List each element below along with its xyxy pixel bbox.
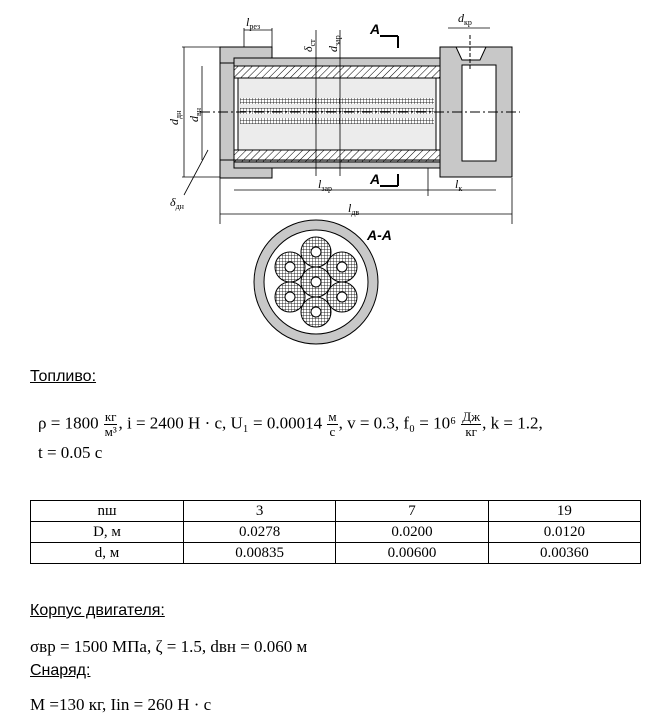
table-cell: 0.00360 [488,543,640,564]
table-cell: 3 [184,501,336,522]
table-cell: 0.0200 [336,522,488,543]
body-params-line: σвр = 1500 МПа, ζ = 1.5, dвн = 0.060 м [30,637,308,656]
cross-section-view [254,220,378,344]
label-d-dn [167,110,183,125]
table-row-label: d, м [31,543,184,564]
engine-drawing [0,0,666,360]
label-l-k: $l_к$ [455,177,463,193]
body-heading: Корпус двигателя: [30,602,165,619]
table-row-label: D, м [31,522,184,543]
label-d-vn [187,107,203,122]
label-l-dv: $l_{дв}$ [348,201,360,217]
label-l-rez: $l_{рез}$ [246,15,261,31]
svg-text:dвн: $d_{вн}$ [187,107,203,122]
svg-text:dзар: $d_{зар}$ [326,35,342,52]
fuel-params-line2: t = 0.05 с [38,443,103,462]
label-d-kr: $d_{кр}$ [458,11,472,27]
table-cell: 0.00600 [336,543,488,564]
table-row [31,543,641,564]
fuel-params-line1: ρ = 1800 $\frac{кг}{\text{м³}}$ , i = 2400 Н · с, U₁ = 0.00014 $\frac{м}{с}$ , v = 0.3, f₀ = 10⁶ $\frac{Дж}{кг}$ , k = 1.2, [38,409,543,439]
table-cell: 0.0120 [488,522,640,543]
table-row [31,522,641,543]
table-cell: 19 [488,501,640,522]
label-delta-st [301,39,317,52]
section-marker-top [369,21,398,48]
fuel-heading: Топливо: [30,368,97,385]
table-cell: 0.0278 [184,522,336,543]
label-delta-dn: $\delta_{дн}$ [170,195,184,211]
table-header-label: nш [31,501,184,522]
svg-text:A: A [370,171,381,187]
grain-table [30,500,641,564]
svg-text:dдн: $d_{дн}$ [167,110,183,125]
table-cell: 7 [336,501,488,522]
table-cell: 0.00835 [184,543,336,564]
projectile-heading: Снаряд: [30,662,91,679]
section-title: A-A [367,227,392,243]
svg-text:δст: $\delta_{ст}$ [301,39,317,52]
table-header-row [31,501,641,522]
section-marker-bottom [369,171,398,187]
svg-text:A: A [370,21,381,37]
projectile-params-line: M =130 кг, Iin = 260 Н · с [30,695,212,714]
label-l-zar: $l_{зар}$ [318,177,333,193]
label-d-zar [326,35,342,52]
